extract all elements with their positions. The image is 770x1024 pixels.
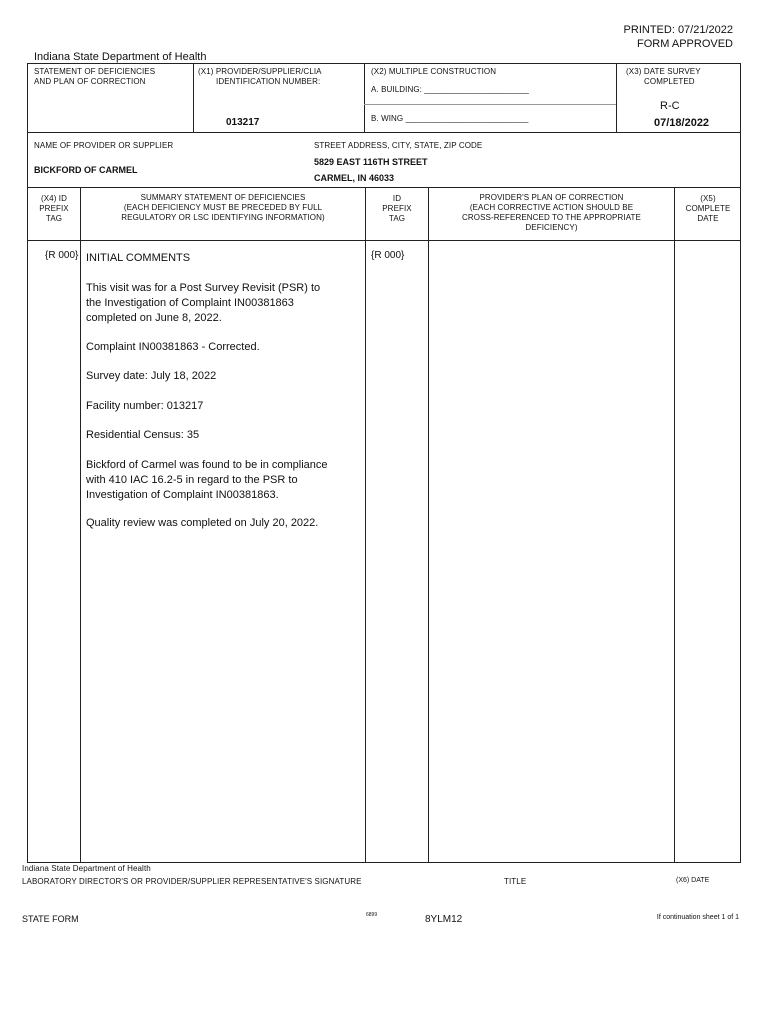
x3-label-1: (X3) DATE SURVEY — [626, 67, 701, 76]
x1-label-2: IDENTIFICATION NUMBER: — [216, 77, 321, 86]
prefix-tag-right: {R 000} — [371, 250, 405, 261]
paragraph-1-line-2: the Investigation of Complaint IN00381863 — [86, 297, 294, 309]
paragraph-2: Complaint IN00381863 - Corrected. — [86, 341, 260, 353]
survey-code: R-C — [660, 100, 680, 112]
entry-heading: INITIAL COMMENTS — [86, 252, 191, 264]
summary-header-line-1: SUMMARY STATEMENT OF DEFICIENCIES — [140, 193, 306, 202]
x1-label-1: (X1) PROVIDER/SUPPLIER/CLIA — [198, 67, 322, 76]
x5-header-line-2: COMPLETE — [685, 204, 731, 213]
signature-label: LABORATORY DIRECTOR'S OR PROVIDER/SUPPLIER REPRESENTATIVE'S SIGNATURE — [22, 877, 362, 886]
x2-building: A. BUILDING: _______________________ — [371, 85, 529, 94]
provider-id-number: 013217 — [226, 117, 260, 128]
title-label: TITLE — [504, 877, 527, 886]
x6-date-label: (X6) DATE — [676, 877, 710, 884]
form-number: 6899 — [366, 912, 378, 918]
x4-header-line-2: PREFIX — [39, 204, 69, 213]
agency-title: Indiana State Department of Health — [34, 51, 207, 63]
statement-label-1: STATEMENT OF DEFICIENCIES — [34, 67, 156, 76]
paragraph-3: Survey date: July 18, 2022 — [86, 370, 217, 382]
paragraph-6 — [86, 458, 328, 503]
summary-header-line-2: (EACH DEFICIENCY MUST BE PRECEDED BY FULL — [123, 203, 323, 212]
paragraph-6-line-2: with 410 IAC 16.2-5 in regard to the PSR to — [86, 474, 298, 486]
plan-header-line-4: DEFICIENCY) — [525, 223, 578, 232]
provider-name: BICKFORD OF CARMEL — [34, 165, 138, 175]
plan-header — [429, 193, 674, 233]
event-id: 8YLM12 — [425, 914, 463, 925]
x5-header — [675, 194, 741, 224]
prefix-tag-left: {R 000} — [45, 250, 79, 261]
form-approved: FORM APPROVED — [637, 38, 733, 50]
summary-header-line-3: REGULATORY OR LSC IDENTIFYING INFORMATION) — [121, 213, 325, 222]
paragraph-6-line-3: Investigation of Complaint IN00381863. — [86, 489, 279, 501]
paragraph-4: Facility number: 013217 — [86, 400, 204, 412]
id-header — [366, 194, 428, 224]
x2-wing: B. WING ___________________________ — [371, 114, 529, 123]
statement-label-2: AND PLAN OF CORRECTION — [34, 77, 146, 86]
plan-header-line-1: PROVIDER'S PLAN OF CORRECTION — [479, 193, 624, 202]
x4-header-line-1: (X4) ID — [40, 194, 68, 203]
address-line-2: CARMEL, IN 46033 — [314, 173, 395, 183]
paragraph-5: Residential Census: 35 — [86, 429, 200, 441]
x5-header-line-3: DATE — [697, 214, 719, 223]
printed-date: PRINTED: 07/21/2022 — [623, 24, 733, 36]
address-label: STREET ADDRESS, CITY, STATE, ZIP CODE — [314, 141, 483, 150]
paragraph-1-line-1: This visit was for a Post Survey Revisit (PSR) to — [86, 282, 321, 294]
plan-header-line-2: (EACH CORRECTIVE ACTION SHOULD BE — [469, 203, 634, 212]
paragraph-6-line-1: Bickford of Carmel was found to be in compliance — [86, 459, 328, 471]
plan-header-line-3: CROSS-REFERENCED TO THE APPROPRIATE — [462, 213, 641, 222]
footer-agency: Indiana State Department of Health — [22, 864, 151, 873]
x2-label: (X2) MULTIPLE CONSTRUCTION — [371, 67, 497, 76]
id-header-line-2: PREFIX — [382, 204, 412, 213]
x4-header — [28, 194, 80, 224]
paragraph-7: Quality review was completed on July 20, 2022. — [86, 517, 319, 529]
paragraph-1 — [86, 281, 320, 326]
summary-header — [81, 193, 365, 223]
paragraph-1-line-3: completed on June 8, 2022. — [86, 312, 222, 324]
id-header-line-1: ID — [392, 194, 402, 203]
x3-label-2: COMPLETED — [644, 77, 695, 86]
address-line-1: 5829 EAST 116TH STREET — [314, 157, 428, 167]
survey-date: 07/18/2022 — [654, 117, 710, 129]
x5-header-line-1: (X5) — [700, 194, 716, 203]
continuation-sheet: If continuation sheet 1 of 1 — [656, 914, 739, 921]
provider-name-label: NAME OF PROVIDER OR SUPPLIER — [34, 141, 174, 150]
state-form-label: STATE FORM — [22, 914, 79, 924]
id-header-line-3: TAG — [388, 214, 406, 223]
x4-header-line-3: TAG — [45, 214, 63, 223]
